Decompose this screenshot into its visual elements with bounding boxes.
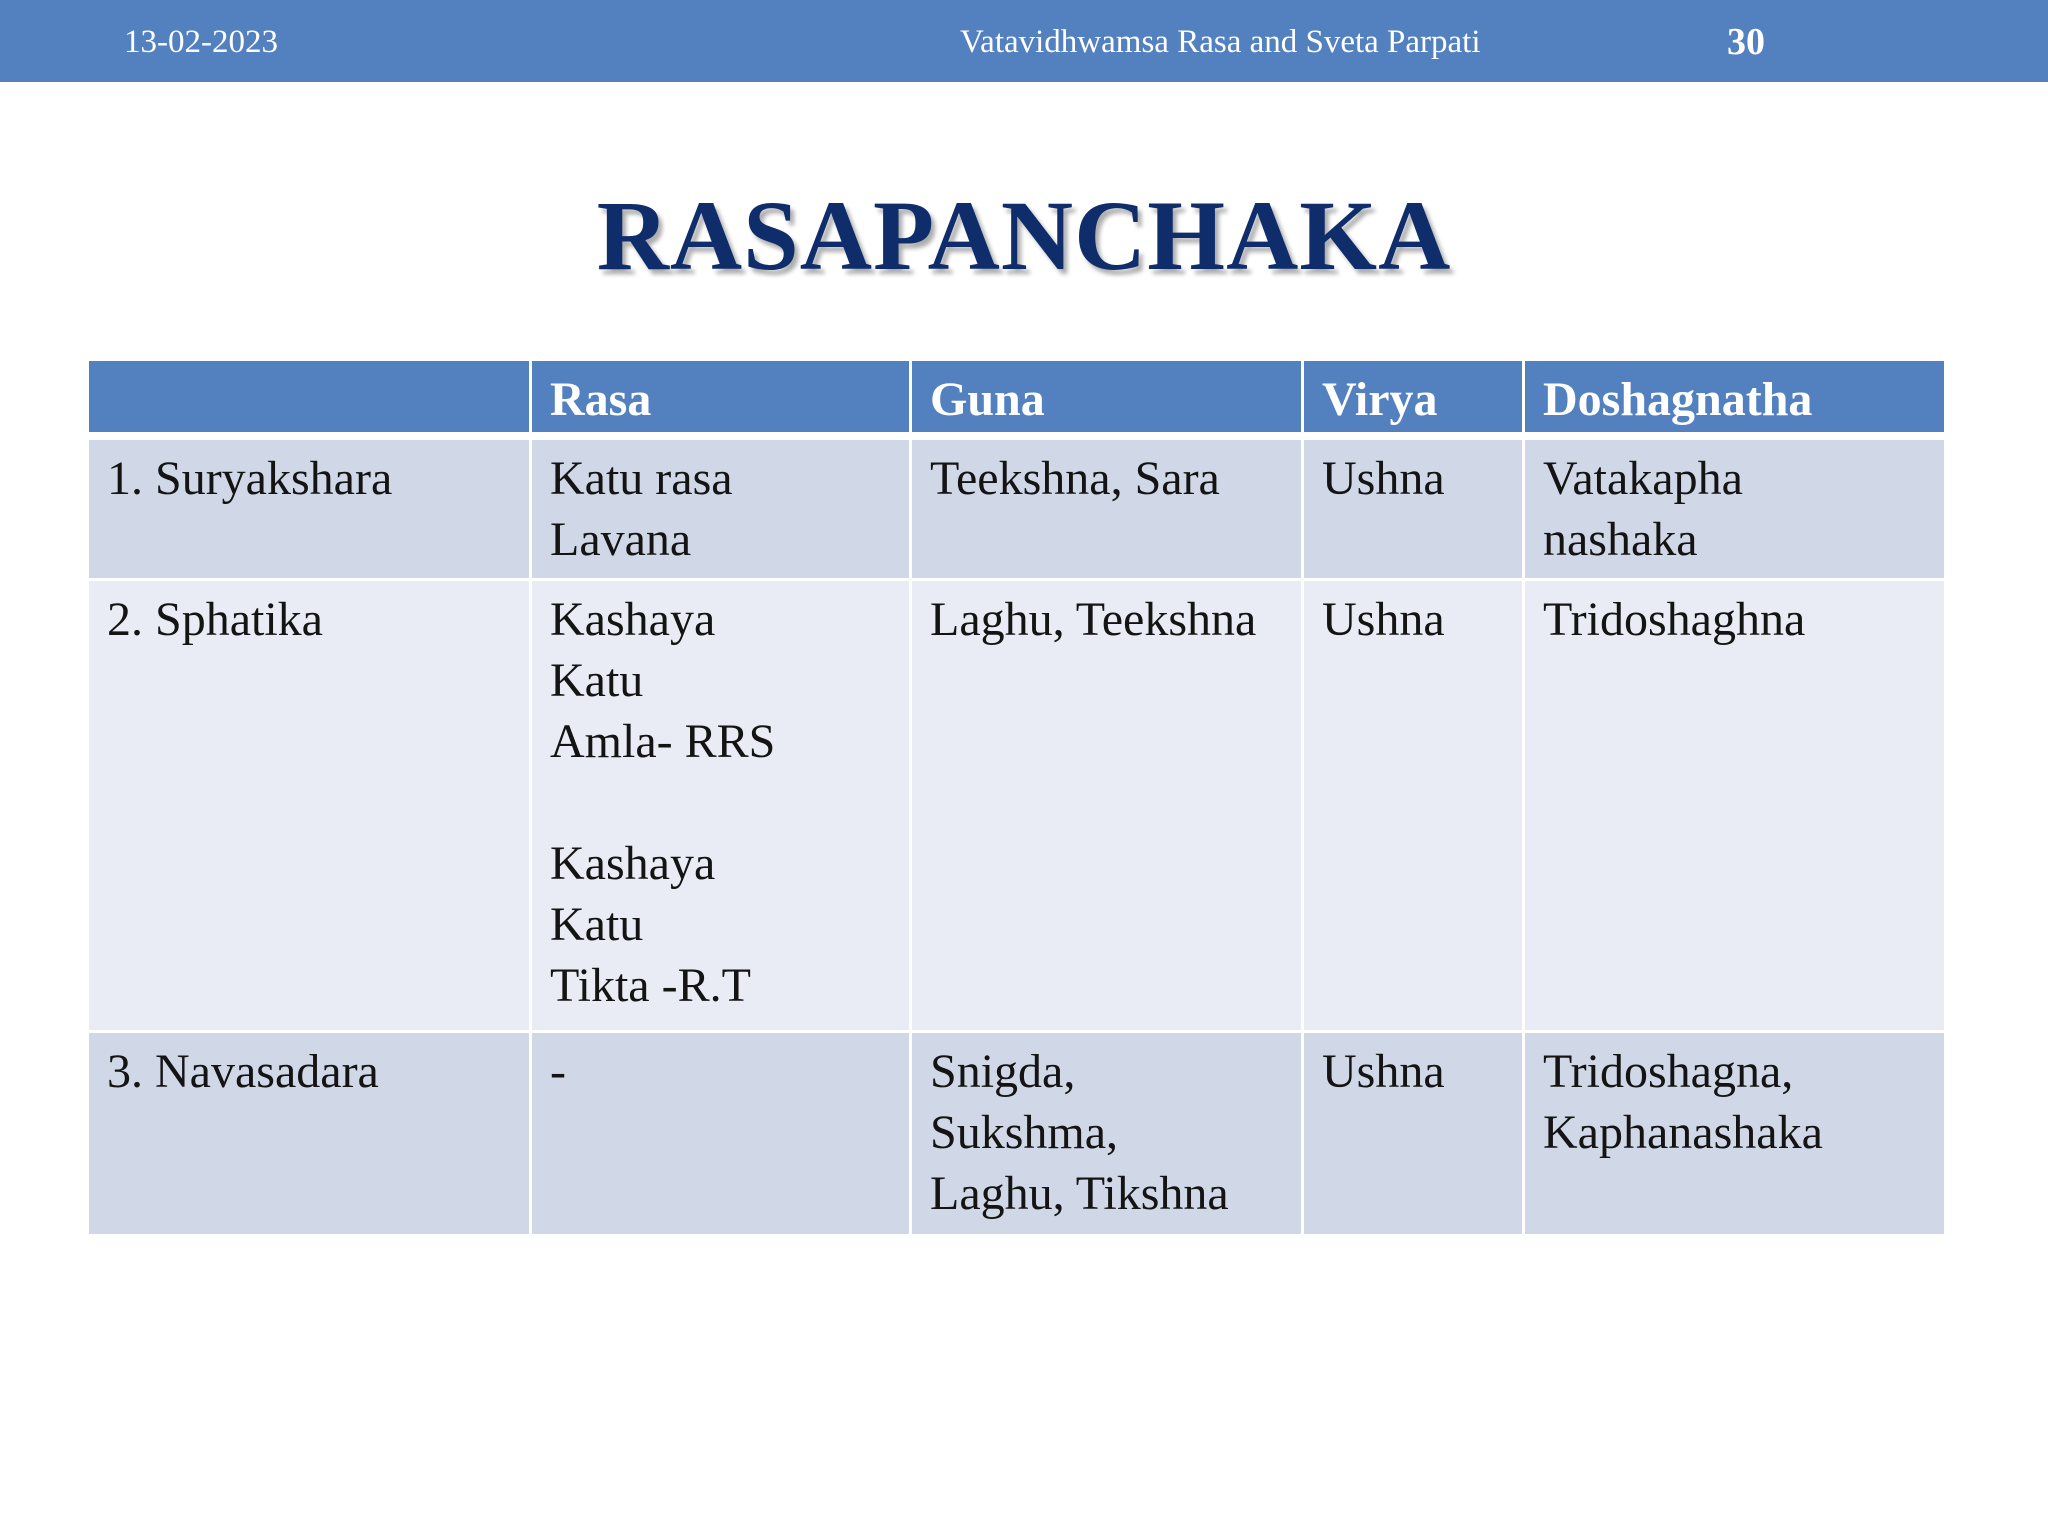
cell-line: Tridoshaghna xyxy=(1543,592,1806,646)
table-header-row xyxy=(88,360,1946,436)
cell-guna xyxy=(911,1031,1303,1235)
cell-virya: Ushna xyxy=(1303,436,1524,580)
cell-doshagnatha xyxy=(1524,436,1946,580)
column-header-doshagnatha: Doshagnatha xyxy=(1524,360,1946,436)
cell-line: Tridoshagna, xyxy=(1543,1044,1794,1098)
table-row xyxy=(88,1031,1946,1235)
cell-line: - xyxy=(550,1044,566,1098)
slide-header-bar xyxy=(0,0,2048,82)
slide-title: RASAPANCHAKA xyxy=(596,180,1452,291)
cell-line: Snigda, xyxy=(930,1044,1076,1098)
cell-line: Teekshna, Sara xyxy=(930,451,1220,505)
cell-line: Kashaya xyxy=(550,836,716,890)
cell-doshagnatha xyxy=(1524,579,1946,1031)
cell-virya: Ushna xyxy=(1303,1031,1524,1235)
cell-line: Vatakapha xyxy=(1543,451,1743,505)
column-header-virya: Virya xyxy=(1303,360,1524,436)
cell-line: Katu xyxy=(550,653,644,707)
cell-rasa xyxy=(531,579,911,1031)
cell-name: 3. Navasadara xyxy=(88,1031,531,1235)
cell-line: Katu rasa xyxy=(550,451,733,505)
cell-name: 2. Sphatika xyxy=(88,579,531,1031)
cell-doshagnatha xyxy=(1524,1031,1946,1235)
table-row xyxy=(88,579,1946,1031)
cell-line: Kashaya xyxy=(550,592,716,646)
cell-line: Laghu, Teekshna xyxy=(930,592,1257,646)
cell-line: Sukshma, xyxy=(930,1105,1119,1159)
cell-guna xyxy=(911,579,1303,1031)
cell-line: Amla- RRS xyxy=(550,714,776,768)
cell-rasa xyxy=(531,436,911,580)
cell-guna xyxy=(911,436,1303,580)
cell-rasa xyxy=(531,1031,911,1235)
column-header-rasa: Rasa xyxy=(531,360,911,436)
cell-virya: Ushna xyxy=(1303,579,1524,1031)
cell-line: Laghu, Tikshna xyxy=(930,1166,1229,1220)
column-header-name xyxy=(88,360,531,436)
cell-line: Kaphanashaka xyxy=(1543,1105,1823,1159)
rasapanchaka-table xyxy=(86,358,1947,1237)
cell-name: 1. Suryakshara xyxy=(88,436,531,580)
slide-date: 13-02-2023 xyxy=(124,24,278,60)
slide-number: 30 xyxy=(1727,21,1765,63)
cell-line: Tikta -R.T xyxy=(550,958,751,1012)
table-row xyxy=(88,436,1946,580)
cell-line: nashaka xyxy=(1543,512,1698,566)
cell-line: Lavana xyxy=(550,512,692,566)
column-header-guna: Guna xyxy=(911,360,1303,436)
presentation-title: Vatavidhwamsa Rasa and Sveta Parpati xyxy=(960,24,1481,60)
cell-spacer xyxy=(550,772,891,833)
cell-line: Katu xyxy=(550,897,644,951)
